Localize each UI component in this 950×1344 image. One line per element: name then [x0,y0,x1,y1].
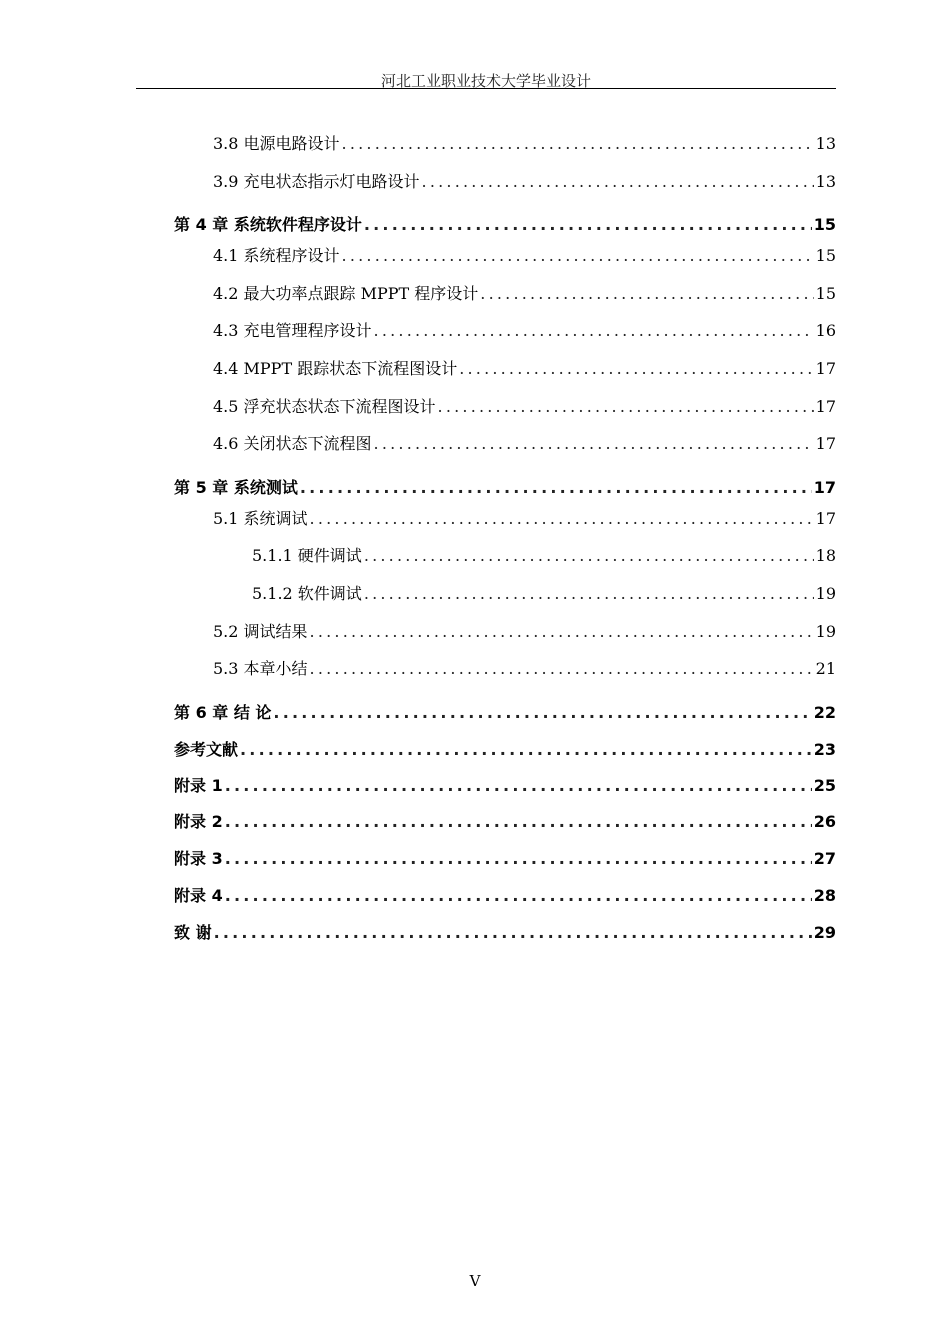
toc-leader-dots [480,282,813,306]
toc-leader-dots [225,774,812,798]
toc-leader-dots [240,738,812,762]
toc-entry[interactable] [213,170,836,194]
toc-entry-page: 26 [813,812,836,831]
toc-leader-dots [214,921,812,945]
toc-entry-page: 21 [815,659,836,678]
toc-entry[interactable] [213,357,836,381]
toc-chapter-entry[interactable] [174,884,836,908]
toc-entry-title: 4.5 浮充状态状态下流程图设计 [213,397,436,416]
toc-entry-title: 第 5 章 系统测试 [174,478,298,497]
toc-entry-page: 17 [813,478,836,497]
toc-leader-dots [364,544,814,568]
toc-entry-page: 29 [813,923,836,942]
toc-entry-title: 3.8 电源电路设计 [213,134,340,153]
toc-entry[interactable] [213,507,836,531]
toc-chapter-entry[interactable] [174,476,836,500]
header-divider [136,88,836,89]
toc-entry-page: 27 [813,849,836,868]
toc-entry-title: 4.3 充电管理程序设计 [213,321,372,340]
toc-leader-dots [225,810,812,834]
toc-entry-page: 19 [815,584,836,603]
toc-leader-dots [310,657,814,681]
toc-entry-title: 致 谢 [174,923,212,942]
toc-entry-title: 3.9 充电状态指示灯电路设计 [213,172,420,191]
toc-entry[interactable] [213,657,836,681]
toc-leader-dots [422,170,814,194]
toc-leader-dots [459,357,813,381]
toc-entry-page: 28 [813,886,836,905]
toc-leader-dots [310,620,814,644]
toc-entry-title: 附录 3 [174,849,223,868]
toc-chapter-entry[interactable] [174,810,836,834]
toc-leader-dots [364,213,812,237]
toc-entry-title: 5.3 本章小结 [213,659,308,678]
toc-entry-page: 25 [813,776,836,795]
toc-leader-dots [310,507,814,531]
toc-entry-title: 5.2 调试结果 [213,622,308,641]
toc-entry-page: 15 [815,246,836,265]
toc-entry-title: 附录 2 [174,812,223,831]
toc-entry[interactable] [213,432,836,456]
toc-entry-title: 第 6 章 结 论 [174,703,272,722]
toc-chapter-entry[interactable] [174,847,836,871]
toc-leader-dots [438,395,814,419]
toc-chapter-entry[interactable] [174,774,836,798]
toc-leader-dots [225,884,812,908]
toc-leader-dots [225,847,812,871]
toc-entry[interactable] [213,132,836,156]
toc-leader-dots [374,319,814,343]
toc-entry-page: 15 [813,215,836,234]
toc-chapter-entry[interactable] [174,701,836,725]
toc-entry-page: 17 [815,359,836,378]
toc-chapter-entry[interactable] [174,738,836,762]
toc-entry[interactable] [213,620,836,644]
toc-entry-page: 18 [815,546,836,565]
toc-entry[interactable] [213,395,836,419]
toc-entry[interactable] [213,282,836,306]
toc-leader-dots [300,476,812,500]
toc-entry-page: 17 [815,509,836,528]
toc-entry-title: 4.1 系统程序设计 [213,246,340,265]
toc-entry-page: 22 [813,703,836,722]
toc-entry-page: 13 [815,134,836,153]
toc-entry-title: 参考文献 [174,740,239,759]
toc-entry-title: 第 4 章 系统软件程序设计 [174,215,362,234]
toc-entry-page: 16 [815,321,836,340]
toc-chapter-entry[interactable] [174,213,836,237]
page-header-title: 河北工业职业技术大学毕业设计 [380,72,591,90]
page-number: V [469,1272,481,1290]
toc-leader-dots [342,132,814,156]
toc-entry[interactable] [252,582,836,606]
toc-entry-page: 17 [815,397,836,416]
toc-entry[interactable] [213,244,836,268]
toc-leader-dots [364,582,814,606]
toc-leader-dots [342,244,814,268]
toc-entry-title: 5.1 系统调试 [213,509,308,528]
toc-entry-page: 23 [813,740,836,759]
toc-entry[interactable] [213,319,836,343]
toc-chapter-entry[interactable] [174,921,836,945]
toc-leader-dots [374,432,814,456]
toc-entry-title: 附录 4 [174,886,223,905]
toc-entry-title: 附录 1 [174,776,223,795]
toc-entry-page: 19 [815,622,836,641]
toc-entry[interactable] [252,544,836,568]
toc-entry-title: 4.2 最大功率点跟踪 MPPT 程序设计 [213,284,479,303]
toc-entry-page: 17 [815,434,836,453]
toc-entry-page: 15 [815,284,836,303]
toc-entry-title: 4.4 MPPT 跟踪状态下流程图设计 [213,359,458,378]
toc-entry-title: 5.1.1 硬件调试 [252,546,362,565]
toc-leader-dots [273,701,811,725]
toc-entry-page: 13 [815,172,836,191]
toc-entry-title: 5.1.2 软件调试 [252,584,362,603]
toc-entry-title: 4.6 关闭状态下流程图 [213,434,372,453]
